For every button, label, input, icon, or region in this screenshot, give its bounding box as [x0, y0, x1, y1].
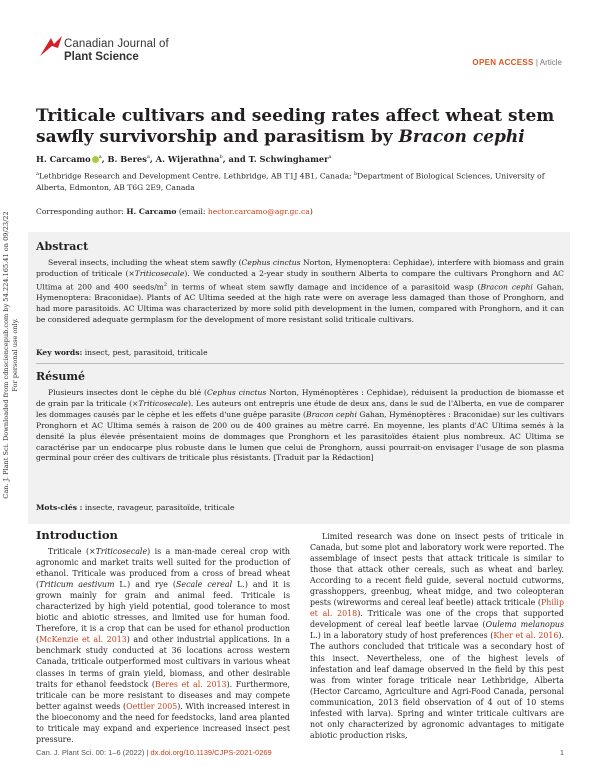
author-affiliation-mark: b — [219, 154, 223, 161]
corresponding-label: Corresponding author: — [36, 207, 127, 216]
species-name: Triticum aestivum — [39, 580, 115, 590]
footer-citation: Can. J. Plant Sci. 00: 1–6 (2022) | — [36, 748, 151, 757]
section-divider — [36, 363, 564, 364]
author-name[interactable]: T. Schwinghamer — [248, 154, 329, 164]
author-affiliation-mark: a — [328, 154, 332, 161]
species-name: Cephus cinctus — [241, 258, 301, 267]
article-title — [36, 106, 566, 148]
author-name[interactable]: B. Beres — [107, 154, 147, 164]
keywords-label: Mots-clés : — [36, 503, 83, 512]
title-main: Triticale cultivars and seeding rates affect wheat stem sawfly survivorship and parasitism by — [36, 106, 555, 147]
text-run: ). The authors concluded that triticale was a secondary host of this insect. Nevertheless, one of the highest levels of infestation and leaf damage observed in the field by this pest was from winter forage triticale near Lethbridge, Alberta (Hector Carcamo, Agriculture and Agri-Food Canada, personal communication, 2013 field observation of 4 out of 10 stems infested with larva). Spring and winter triticale cultivars are not only characterized by agronomic advantages to mitigate abiotic production risks, — [310, 631, 564, 740]
corresponding-author — [36, 207, 566, 216]
email-link[interactable]: hector.carcamo@agr.gc.ca — [207, 207, 310, 216]
species-name: Cephus cinctus — [206, 388, 267, 397]
resume-keywords — [36, 503, 234, 514]
text-run: Gahan, Hyménoptères : Braconidae) sur les cultivars Pronghorn et AC Ultima semés à raison de 200 ou de 400 graines au mètre carré. En moyenne, les plants d'AC Ultima semés à la densité la plus élevée présentaient moins de dommages que Pronghorn et les parasitoïdes étaient plus nombreux. AC Ultima se caractérise par un endocarpe plus robuste dans le lumen que celui de Pronghorn, aussi pourrait-on envisager l'usage de son plasma germinal pour créer des cultivars de triticale plus résistants. [Traduit par la Rédaction] — [36, 409, 564, 463]
author-list: H. Carcamo $^a$, B. Beres$^a$, A. Wijerathna$^b$, and T. Schwinghamer$^a$ — [36, 154, 332, 164]
download-watermark — [0, 210, 19, 500]
resume-heading: Résumé — [36, 370, 85, 383]
maple-leaf-icon — [40, 36, 62, 56]
text-run: L.) and it is grown mainly for grain and animal feed. Triticale is characterized by high yield potential, good tolerance to most biotic and abiotic stresses, and limited use for human food. Therefore, it is a crop that can be used for ethanol production ( — [36, 580, 290, 645]
keywords-list: insecte, ravageur, parasitoïde, triticale — [82, 503, 235, 512]
article-access-label — [472, 58, 562, 67]
author-name[interactable]: A. Wijerathna — [155, 154, 220, 164]
text-run: Norton, Hyménoptères : Cephidae), réduisent la production de biomasse et de grain par la triticale (× — [36, 388, 564, 408]
article-type: Article — [539, 58, 562, 67]
doi-link[interactable]: dx.doi.org/10.1139/CJPS-2021-0269 — [150, 748, 272, 757]
text-run: ). Furthermore, triticale can be more resistant to diseases and may compete better against weeds ( — [36, 679, 290, 711]
resume-text — [36, 388, 564, 464]
citation-link[interactable]: Beres et al. 2013 — [154, 679, 227, 689]
text-run: in terms of wheat stem sawfly damage and incidence of a parasitoid wasp ( — [167, 282, 481, 292]
open-access-badge: OPEN ACCESS — [472, 58, 534, 67]
text-run: ). With increased interest in the bioeconomy and the need for feedstocks, land area planted to triticale may expand and experience increased insect pest pressure. — [36, 701, 290, 744]
journal-name-line2: Plant Science — [64, 51, 139, 63]
page-footer — [36, 748, 564, 757]
affiliation-mark: b — [353, 171, 358, 177]
page-number: 1 — [559, 748, 564, 757]
corresponding-name: H. Carcamo — [126, 207, 177, 216]
affiliation-mark: a — [36, 171, 39, 177]
text-run: ). We conducted a 2-year study in southern Alberta to compare the cultivars Pronghorn and AC Ultima at 200 and 400 seeds/m — [36, 268, 564, 292]
text-run: Plusieurs insectes dont le cèphe du blé ( — [48, 388, 207, 397]
introduction-heading: Introduction — [36, 528, 118, 542]
affiliation-a: Lethbridge Research and Development Centre, Lethbridge, AB T1J 4B1, Canada; — [38, 171, 354, 181]
text-run: Gahan, Hymenoptera: Braconidae). Plants of AC Ultima seeded at the high rate were on average less damaged than those of Pronghorn, and had more parasitoids. AC Ultima was characterized by more solid pith development in the lumen, compared with Pronghorn, and it can be considered adequate germplasm for the development of more resistant solid triticale cultivars. — [36, 282, 565, 325]
citation-link[interactable]: Kher et al. 2016 — [493, 631, 559, 641]
species-name: Triticosecale — [134, 268, 185, 278]
text-run: ). Les auteurs ont entrepris une étude de deux ans, dans le sud de l'Alberta, en vue de comparer les dommages causés par le cèphe et les effets d'une guêpe parasite ( — [36, 398, 564, 419]
introduction-right-column — [310, 531, 564, 741]
keywords-list: insect, pest, parasitoid, triticale — [82, 348, 208, 357]
text-run: ). Triticale was one of the crops that supported development of cereal leaf beetle larvae ( — [310, 609, 564, 630]
species-name: Triticosecale — [95, 547, 148, 556]
journal-logo[interactable] — [40, 32, 240, 68]
affiliation-b: Department of Biological Sciences, University of Alberta, Edmonton, AB T6G 2E9, Canada — [36, 171, 545, 193]
author-affiliation-mark: a — [146, 154, 150, 161]
species-name: Bracon cephi — [480, 282, 533, 292]
author-name[interactable]: H. Carcamo — [36, 154, 91, 164]
keywords-label: Key words: — [36, 348, 83, 357]
email-prefix: (email: — [176, 207, 208, 216]
author-affiliation-mark: a — [98, 154, 102, 161]
text-run: Several insects, including the wheat stem sawfly ( — [48, 258, 242, 267]
superscript: 2 — [163, 281, 168, 288]
download-watermark-text — [2, 210, 19, 500]
species-name: Triticosecale — [138, 398, 188, 408]
affiliations — [36, 169, 566, 194]
citation-link[interactable]: McKenzie et al. 2013 — [39, 635, 127, 645]
orcid-icon[interactable] — [92, 156, 99, 163]
logo-leaf-shape — [40, 36, 62, 56]
text-run: Limited research was done on insect pests of triticale in Canada, but some plot and laboratory work were reported. The assemblage of insect pests that attack triticale is similar to those that attack other cereals, such as wheat and barley. According to a recent field guide, several noctuid cutworms, grasshoppers, greenbug, wheat midge, and two coleopteran pests (wireworms and cereal leaf beetle) attack triticale ( — [310, 532, 564, 608]
introduction-paragraph-2 — [310, 531, 564, 741]
abstract-text — [36, 258, 564, 326]
citation-link[interactable]: Oettler 2005 — [126, 701, 178, 711]
text-run: L.) in a laboratory study of host preferences ( — [310, 631, 494, 641]
text-run: L.) and rye ( — [114, 580, 177, 590]
citation-link[interactable]: Philip et al. 2018 — [310, 598, 564, 619]
journal-name-line1: Canadian Journal of — [64, 38, 169, 50]
abstract-keywords — [36, 348, 208, 359]
text-run: ) and other industrial applications. In a benchmark study conducted at 36 locations across western Canada, triticale outperformed most cultivars in various wheat classes in terms of grain yield, biomass, and other desirable traits for ethanol feedstock ( — [36, 635, 291, 689]
species-name: Oulema melanopus — [485, 620, 564, 630]
species-name: Secale cereal — [176, 580, 233, 590]
text-run: ) is a man-made cereal crop with agronomic and market traits well suited for the production of ethanol. Triticale was produced from a cross of bread wheat ( — [36, 547, 290, 590]
email-suffix: ) — [309, 207, 313, 216]
text-run: Norton, Hymenoptera: Cephidae), interfere with biomass and grain production of triticale (× — [36, 258, 564, 278]
title-italic: Bracon cephi — [398, 127, 525, 147]
watermark-line1: Can. J. Plant Sci. Downloaded from cdnsciencepub.com by 54.224.165.41 on 09/23/22 — [2, 211, 10, 499]
text-run: Triticale (× — [48, 547, 96, 556]
abstract-heading: Abstract — [36, 240, 89, 253]
introduction-left-column — [36, 546, 290, 745]
access-separator: | — [533, 58, 540, 67]
introduction-paragraph-1 — [36, 546, 290, 745]
species-name: Bracon cephi — [306, 409, 357, 419]
watermark-line2: For personal use only. — [10, 318, 19, 392]
